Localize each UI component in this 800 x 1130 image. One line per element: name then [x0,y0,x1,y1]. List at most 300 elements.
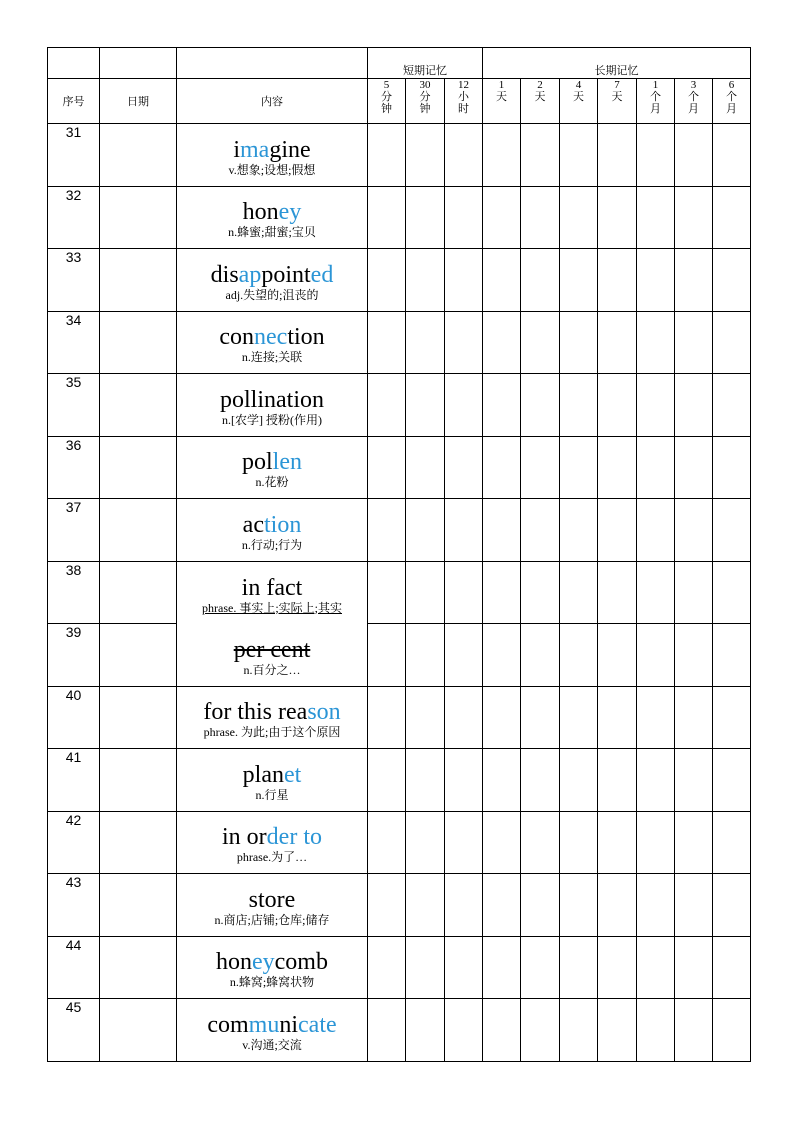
review-check-cell[interactable] [713,249,751,312]
column-header-content: 内容 [177,79,368,124]
review-check-cell[interactable] [560,124,598,187]
date-cell[interactable] [100,624,177,687]
row-index: 35 [48,374,100,437]
vocab-word [177,637,367,663]
date-cell[interactable] [100,436,177,499]
review-check-cell[interactable] [483,749,521,812]
review-check-cell[interactable] [713,749,751,812]
review-check-cell[interactable] [406,686,445,749]
vocab-word [177,699,367,725]
word-part-highlighted: cate [298,1011,337,1038]
vocab-word [177,199,367,225]
vocab-word [177,887,367,913]
review-check-cell[interactable] [406,186,445,249]
review-check-cell[interactable] [637,311,675,374]
review-check-cell[interactable] [445,874,483,937]
review-check-cell[interactable] [406,749,445,812]
review-check-cell[interactable] [483,936,521,999]
review-check-cell[interactable] [445,249,483,312]
row-index: 45 [48,999,100,1062]
review-check-cell[interactable] [560,749,598,812]
review-check-cell[interactable] [675,999,713,1062]
review-check-cell[interactable] [560,624,598,687]
review-check-cell[interactable] [445,999,483,1062]
review-check-cell[interactable] [406,499,445,562]
word-meaning: n.行星 [255,787,289,802]
memory-review-sheet [47,47,751,1062]
row-index: 33 [48,249,100,312]
review-check-cell[interactable] [713,436,751,499]
word-part: for this rea [203,699,308,726]
review-check-cell[interactable] [713,811,751,874]
review-check-cell[interactable] [675,436,713,499]
review-check-cell[interactable] [521,749,560,812]
table-row [48,311,751,374]
interval-header-char: 1 [652,79,659,91]
review-check-cell[interactable] [368,436,406,499]
review-check-cell[interactable] [675,124,713,187]
vocab-word [177,262,367,288]
table-row [48,124,751,187]
vocab-word [177,824,367,850]
word-part-highlighted: len [272,449,302,476]
review-check-cell[interactable] [598,561,637,624]
review-check-cell[interactable] [445,436,483,499]
date-cell[interactable] [100,561,177,624]
interval-header-5 [560,79,598,124]
vocab-word [177,512,367,538]
date-cell[interactable] [100,249,177,312]
interval-header-char: 月 [688,103,699,115]
review-check-cell[interactable] [713,186,751,249]
content-cell [177,874,368,937]
review-check-cell[interactable] [560,811,598,874]
word-part: plan [242,761,284,788]
review-check-cell[interactable] [368,686,406,749]
review-check-cell[interactable] [406,124,445,187]
word-part: dis [210,261,239,288]
review-check-cell[interactable] [406,249,445,312]
interval-header-char: 个 [650,91,661,103]
review-check-cell[interactable] [598,124,637,187]
review-check-cell[interactable] [368,811,406,874]
review-check-cell[interactable] [637,561,675,624]
word-part-highlighted: et [284,761,302,788]
review-check-cell[interactable] [560,499,598,562]
review-check-cell[interactable] [521,686,560,749]
review-check-cell[interactable] [637,936,675,999]
review-check-cell[interactable] [713,874,751,937]
review-check-cell[interactable] [368,874,406,937]
review-check-cell[interactable] [406,311,445,374]
table-row [48,186,751,249]
review-check-cell[interactable] [521,311,560,374]
review-check-cell[interactable] [713,624,751,687]
review-check-cell[interactable] [483,124,521,187]
review-check-cell[interactable] [675,311,713,374]
review-check-cell[interactable] [675,624,713,687]
interval-header-0 [368,79,406,124]
content-cell [177,311,368,374]
review-check-cell[interactable] [445,374,483,437]
review-check-cell[interactable] [483,436,521,499]
word-meaning: n.百分之… [243,662,301,677]
review-check-cell[interactable] [368,374,406,437]
row-index: 31 [48,124,100,187]
interval-header-char: 天 [611,91,623,103]
review-check-cell[interactable] [637,124,675,187]
column-header-index: 序号 [48,79,100,124]
review-check-cell[interactable] [637,186,675,249]
review-check-cell[interactable] [521,624,560,687]
review-check-cell[interactable] [521,999,560,1062]
interval-header-char: 个 [688,91,699,103]
review-check-cell[interactable] [560,874,598,937]
table-row [48,936,751,999]
word-part: i [233,136,240,163]
review-check-cell[interactable] [483,499,521,562]
word-meaning: n.行动;行为 [241,537,303,552]
review-check-cell[interactable] [713,999,751,1062]
header-blank-content [177,48,368,79]
review-check-cell[interactable] [598,811,637,874]
word-meaning: v.想象;设想;假想 [228,162,316,177]
review-check-cell[interactable] [406,374,445,437]
interval-header-char: 6 [728,79,735,91]
date-cell[interactable] [100,874,177,937]
interval-header-char: 天 [496,91,507,103]
review-check-cell[interactable] [445,124,483,187]
review-check-cell[interactable] [368,311,406,374]
word-part-highlighted: ap [238,261,262,288]
interval-header-6 [598,79,637,124]
review-check-cell[interactable] [483,686,521,749]
interval-header-char: 时 [458,103,469,115]
content-cell [177,686,368,749]
review-check-cell[interactable] [445,561,483,624]
content-cell [177,624,368,687]
review-check-cell[interactable] [675,686,713,749]
review-check-cell[interactable] [521,874,560,937]
review-check-cell[interactable] [675,374,713,437]
row-index: 38 [48,561,100,624]
date-cell[interactable] [100,999,177,1062]
review-check-cell[interactable] [675,936,713,999]
review-check-cell[interactable] [560,374,598,437]
short-term-header: 短期记忆 [368,48,483,79]
review-check-cell[interactable] [598,999,637,1062]
header-row-sub [48,79,751,124]
word-meaning: phrase.为了… [236,850,308,865]
review-check-cell[interactable] [445,749,483,812]
content-cell [177,436,368,499]
review-check-cell[interactable] [560,311,598,374]
column-header-date: 日期 [100,79,177,124]
word-part: in or [222,824,267,851]
vocab-word [177,449,367,475]
word-part-highlighted: son [307,699,341,726]
table-row [48,749,751,812]
word-meaning: phrase. 事实上;实际上;其实 [202,600,342,615]
content-cell [177,811,368,874]
word-part-highlighted: der to [266,824,322,851]
review-check-cell[interactable] [713,686,751,749]
review-check-cell[interactable] [598,874,637,937]
review-check-cell[interactable] [368,749,406,812]
review-check-cell[interactable] [445,936,483,999]
review-check-cell[interactable] [675,811,713,874]
review-check-cell[interactable] [445,811,483,874]
date-cell[interactable] [100,749,177,812]
review-check-cell[interactable] [637,874,675,937]
interval-header-char: 2 [537,79,543,91]
review-check-cell[interactable] [598,749,637,812]
row-index: 39 [48,624,100,687]
review-check-cell[interactable] [560,936,598,999]
word-part: com [207,1011,249,1038]
word-part-highlighted: tion [263,511,302,538]
review-check-cell[interactable] [368,624,406,687]
word-part: per cent [233,636,311,663]
interval-header-char: 1 [498,79,505,91]
word-part: pollination [220,386,324,413]
date-cell[interactable] [100,499,177,562]
vocab-word [177,387,367,413]
word-meaning: n.连接;关联 [241,350,303,365]
review-check-cell[interactable] [483,624,521,687]
word-part: ac [242,511,264,538]
review-check-cell[interactable] [637,249,675,312]
review-check-cell[interactable] [483,561,521,624]
review-check-cell[interactable] [368,936,406,999]
review-check-cell[interactable] [483,186,521,249]
row-index: 36 [48,436,100,499]
review-check-cell[interactable] [560,186,598,249]
vocab-word [177,1012,367,1038]
review-check-cell[interactable] [406,561,445,624]
review-check-cell[interactable] [445,186,483,249]
header-blank-date [100,48,177,79]
review-check-cell[interactable] [598,624,637,687]
review-check-cell[interactable] [560,686,598,749]
review-check-cell[interactable] [406,874,445,937]
word-part-highlighted: ey [252,949,275,976]
interval-header-char: 钟 [419,103,431,115]
review-check-cell[interactable] [445,311,483,374]
table-row [48,249,751,312]
review-check-cell[interactable] [675,874,713,937]
word-part-highlighted: nec [254,324,288,351]
review-check-cell[interactable] [406,811,445,874]
content-cell [177,499,368,562]
review-check-cell[interactable] [598,311,637,374]
content-cell [177,124,368,187]
review-check-cell[interactable] [521,499,560,562]
interval-header-char: 月 [726,103,738,115]
table-row [48,999,751,1062]
review-check-cell[interactable] [368,999,406,1062]
word-meaning: n.商店;店铺;仓库;储存 [214,912,330,927]
review-check-cell[interactable] [368,186,406,249]
vocab-word [177,575,367,601]
header-row-top [48,48,751,79]
word-part-highlighted: ma [240,136,270,163]
interval-header-char: 分 [419,91,431,103]
review-check-cell[interactable] [368,561,406,624]
review-check-cell[interactable] [483,374,521,437]
table-row [48,686,751,749]
word-part: hon [216,949,252,976]
date-cell[interactable] [100,686,177,749]
review-check-cell[interactable] [637,811,675,874]
review-check-cell[interactable] [483,311,521,374]
content-cell [177,999,368,1062]
row-index: 43 [48,874,100,937]
word-part: tion [287,324,325,351]
interval-header-char: 4 [575,79,582,91]
review-check-cell[interactable] [445,499,483,562]
review-check-cell[interactable] [713,561,751,624]
word-meaning: n.蜂窝;蜂窝状物 [229,975,315,990]
content-cell [177,374,368,437]
review-check-cell[interactable] [521,811,560,874]
review-check-cell[interactable] [483,811,521,874]
review-check-cell[interactable] [713,124,751,187]
review-check-cell[interactable] [483,874,521,937]
interval-header-char: 钟 [381,103,392,115]
review-check-cell[interactable] [406,436,445,499]
review-check-cell[interactable] [713,936,751,999]
interval-header-char: 3 [690,79,697,91]
vocab-word [177,137,367,163]
row-index: 32 [48,186,100,249]
row-index: 42 [48,811,100,874]
review-check-cell[interactable] [713,374,751,437]
word-meaning: adj.失望的;沮丧的 [225,287,319,302]
review-check-cell[interactable] [598,186,637,249]
review-check-cell[interactable] [560,249,598,312]
interval-header-char: 月 [650,103,661,115]
table-row [48,374,751,437]
row-index: 44 [48,936,100,999]
review-check-cell[interactable] [521,936,560,999]
review-check-cell[interactable] [637,999,675,1062]
interval-header-9 [713,79,751,124]
review-check-cell[interactable] [560,999,598,1062]
word-part-highlighted: mu [248,1011,280,1038]
interval-header-8 [675,79,713,124]
review-check-cell[interactable] [675,499,713,562]
table-row [48,436,751,499]
review-check-cell[interactable] [368,499,406,562]
word-part: store [248,886,296,913]
word-part: hon [242,199,279,226]
date-cell[interactable] [100,124,177,187]
review-check-cell[interactable] [521,374,560,437]
vocab-word [177,324,367,350]
date-cell[interactable] [100,936,177,999]
review-check-cell[interactable] [637,749,675,812]
review-check-cell[interactable] [598,374,637,437]
review-check-cell[interactable] [713,311,751,374]
review-check-cell[interactable] [598,936,637,999]
date-cell[interactable] [100,374,177,437]
interval-header-2 [445,79,483,124]
review-check-cell[interactable] [521,124,560,187]
review-check-cell[interactable] [637,436,675,499]
word-meaning: v.沟通;交流 [242,1037,302,1052]
review-check-cell[interactable] [637,374,675,437]
review-check-cell[interactable] [675,561,713,624]
row-index: 34 [48,311,100,374]
date-cell[interactable] [100,311,177,374]
content-cell [177,749,368,812]
review-check-cell[interactable] [598,499,637,562]
content-cell [177,936,368,999]
review-check-cell[interactable] [560,561,598,624]
word-part-highlighted: ey [278,199,302,226]
review-check-cell[interactable] [598,436,637,499]
review-check-cell[interactable] [560,436,598,499]
review-check-cell[interactable] [521,186,560,249]
interval-header-1 [406,79,445,124]
review-check-cell[interactable] [598,249,637,312]
word-part-highlighted: ed [310,261,334,288]
table-row [48,499,751,562]
review-check-cell[interactable] [445,686,483,749]
interval-header-char: 小 [458,91,469,103]
interval-header-char: 天 [534,91,546,103]
word-part: pol [242,449,273,476]
review-check-cell[interactable] [598,686,637,749]
review-check-cell[interactable] [713,499,751,562]
date-cell[interactable] [100,186,177,249]
interval-header-3 [483,79,521,124]
table-row [48,624,751,687]
review-check-cell[interactable] [675,249,713,312]
review-check-cell[interactable] [445,624,483,687]
header-blank-index [48,48,100,79]
row-index: 41 [48,749,100,812]
review-check-cell[interactable] [521,561,560,624]
review-check-cell[interactable] [521,249,560,312]
review-check-cell[interactable] [675,749,713,812]
review-check-cell[interactable] [483,249,521,312]
review-check-cell[interactable] [637,499,675,562]
review-check-cell[interactable] [406,624,445,687]
review-check-cell[interactable] [368,124,406,187]
interval-header-char: 12 [458,79,469,91]
review-check-cell[interactable] [406,999,445,1062]
word-meaning: n.[农学] 授粉(作用) [222,412,322,427]
word-part: in fact [241,574,303,601]
interval-header-char: 个 [726,91,738,103]
word-meaning: phrase. 为此;由于这个原因 [203,725,341,740]
word-meaning: n.蜂蜜;甜蜜;宝贝 [228,225,316,240]
review-check-cell[interactable] [406,936,445,999]
date-cell[interactable] [100,811,177,874]
review-check-cell[interactable] [368,249,406,312]
review-check-cell[interactable] [675,186,713,249]
review-check-cell[interactable] [483,999,521,1062]
table-row [48,561,751,624]
review-check-cell[interactable] [637,624,675,687]
interval-header-7 [637,79,675,124]
review-check-cell[interactable] [521,436,560,499]
interval-header-char: 分 [381,91,392,103]
review-check-cell[interactable] [637,686,675,749]
interval-header-char: 5 [383,79,390,91]
